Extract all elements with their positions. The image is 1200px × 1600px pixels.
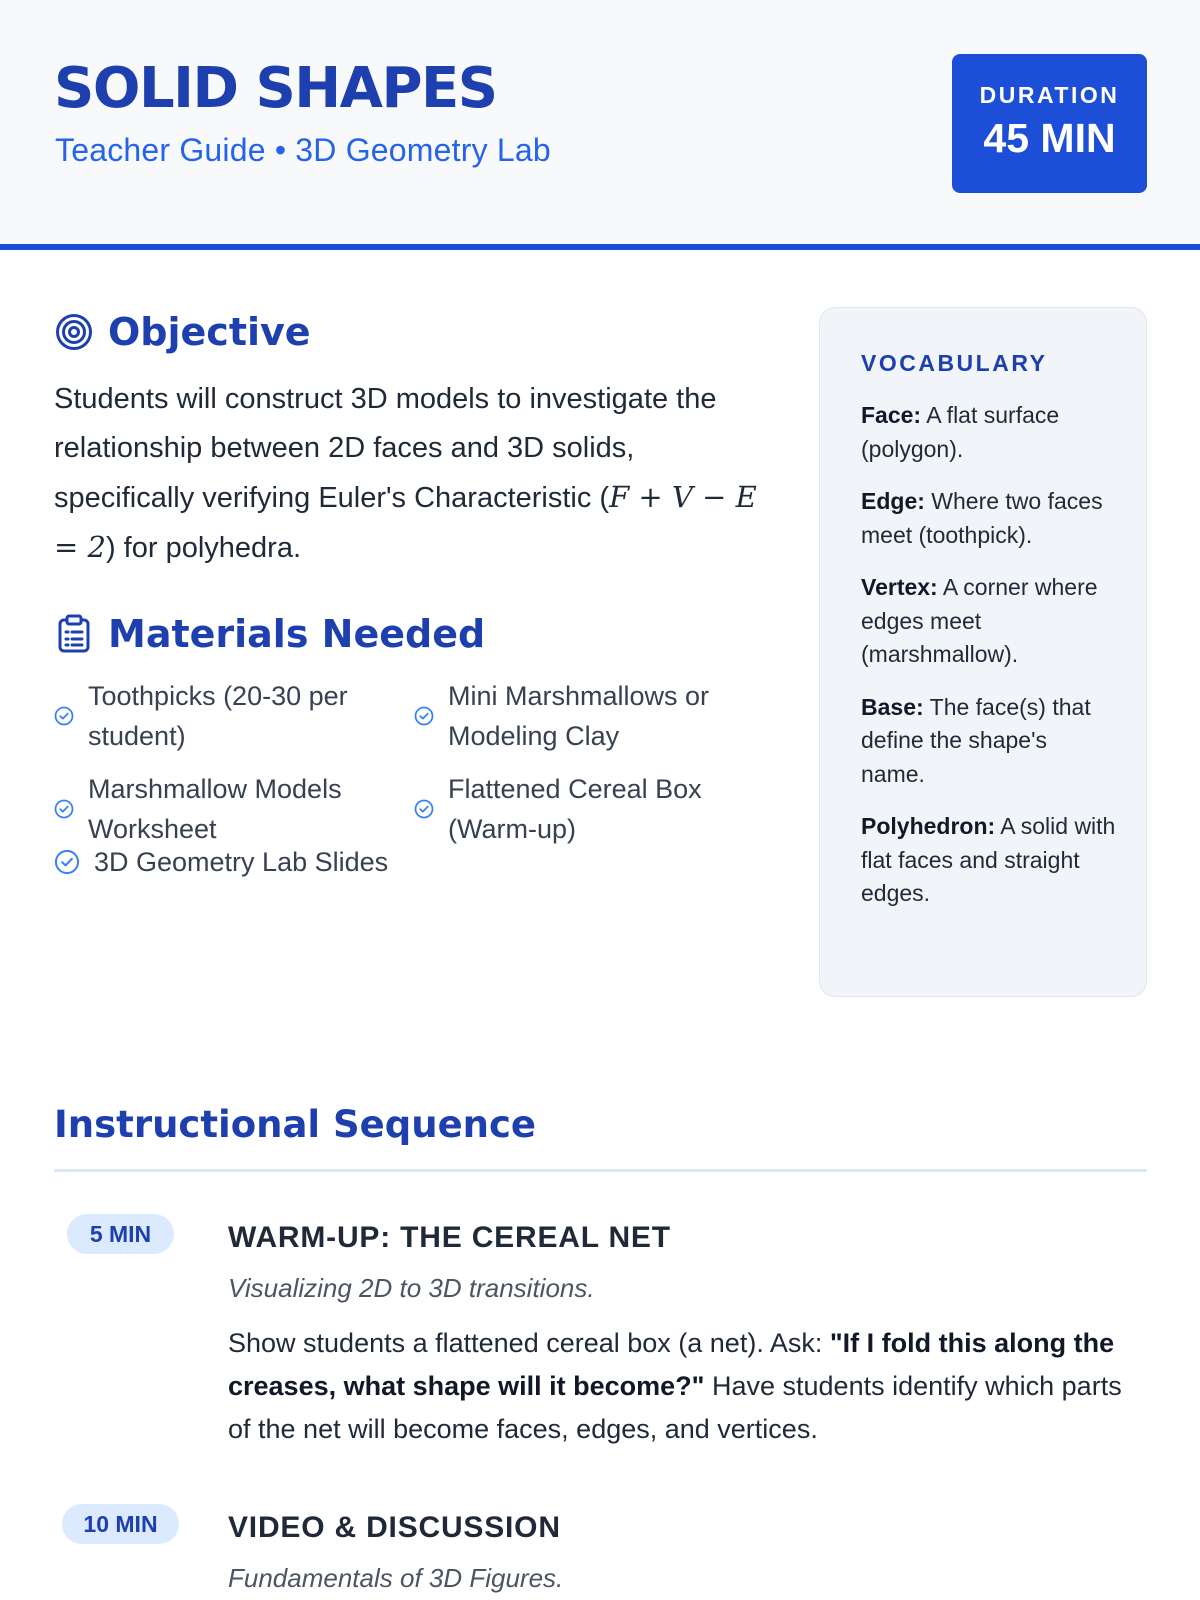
step-title: WARM-UP: THE CEREAL NET <box>228 1221 671 1254</box>
vocab-definition: A solid with flat faces and straight edges. <box>861 813 1116 906</box>
check-circle-icon <box>54 849 80 875</box>
list-item <box>54 842 474 882</box>
vocab-term: Face: <box>861 402 922 428</box>
list-item <box>54 769 374 849</box>
list-item <box>414 769 754 849</box>
vocab-term: Vertex: <box>861 574 938 600</box>
vocab-definition: Where two faces meet (toothpick). <box>861 488 1103 548</box>
vocab-term: Polyhedron: <box>861 813 996 839</box>
material-label: 3D Geometry Lab Slides <box>94 847 389 877</box>
check-circle-icon <box>414 799 434 819</box>
vocab-definition: The face(s) that define the shape's name. <box>861 693 1091 787</box>
vocab-entry <box>861 571 1116 672</box>
target-icon <box>54 312 94 352</box>
check-circle-icon <box>414 706 434 726</box>
euler-formula: F + V − E = 2 <box>54 480 757 564</box>
vocabulary-panel <box>819 307 1147 997</box>
step-body-text: Show students a flattened cereal box (a net). Ask: <box>228 1328 830 1358</box>
time-badge: 5 MIN <box>67 1214 174 1254</box>
vocab-entry <box>861 399 1116 466</box>
page-title: SOLID SHAPES <box>54 56 497 121</box>
vocab-definition: A corner where edges meet (marshmallow). <box>861 574 1098 667</box>
step-title: VIDEO & DISCUSSION <box>228 1511 561 1544</box>
material-label: Mini Marshmallows or Modeling Clay <box>448 681 710 751</box>
header <box>0 0 1200 250</box>
check-circle-icon <box>54 706 74 726</box>
objective-heading-label: Objective <box>108 310 311 354</box>
clipboard-icon <box>54 614 94 654</box>
time-badge: 10 MIN <box>62 1504 179 1544</box>
duration-label: DURATION <box>979 82 1120 108</box>
step-body-question: "If I fold this along the creases, what shape will it become?" <box>228 1328 1115 1401</box>
step-body <box>228 1322 1148 1451</box>
objective-heading <box>54 310 311 354</box>
list-item <box>414 676 754 756</box>
sequence-heading: Instructional Sequence <box>54 1103 537 1146</box>
material-label: Toothpicks (20-30 per student) <box>88 681 348 751</box>
materials-heading <box>54 612 485 656</box>
step-subtitle: Visualizing 2D to 3D transitions. <box>228 1273 595 1303</box>
vocabulary-title: VOCABULARY <box>861 350 1048 376</box>
duration-badge <box>952 54 1147 193</box>
list-item <box>54 676 374 756</box>
check-circle-icon <box>54 799 74 819</box>
duration-value: 45 MIN <box>983 115 1116 161</box>
step-subtitle: Fundamentals of 3D Figures. <box>228 1563 564 1593</box>
material-label: Marshmallow Models Worksheet <box>88 774 342 844</box>
vocab-term: Edge: <box>861 488 925 514</box>
objective-text-after: ) for polyhedra. <box>105 532 302 564</box>
material-label: Flattened Cereal Box (Warm-up) <box>448 774 702 844</box>
vocab-entry <box>861 485 1116 552</box>
objective-text-before: Students will construct 3D models to investigate the relationship between 2D faces and 3D solids, specifically verifying Euler's Characteristic ( <box>54 383 717 514</box>
step-body-text: Have students identify which parts of the net will become faces, edges, and vertices. <box>228 1371 1122 1444</box>
vocab-definition: A flat surface (polygon). <box>861 402 1060 462</box>
divider <box>54 1169 1147 1172</box>
vocab-entry <box>861 691 1116 792</box>
vocab-entry <box>861 810 1116 911</box>
objective-text <box>54 375 774 573</box>
vocab-term: Base: <box>861 693 924 720</box>
materials-heading-label: Materials Needed <box>108 612 486 656</box>
page-subtitle: Teacher Guide • 3D Geometry Lab <box>55 132 551 168</box>
